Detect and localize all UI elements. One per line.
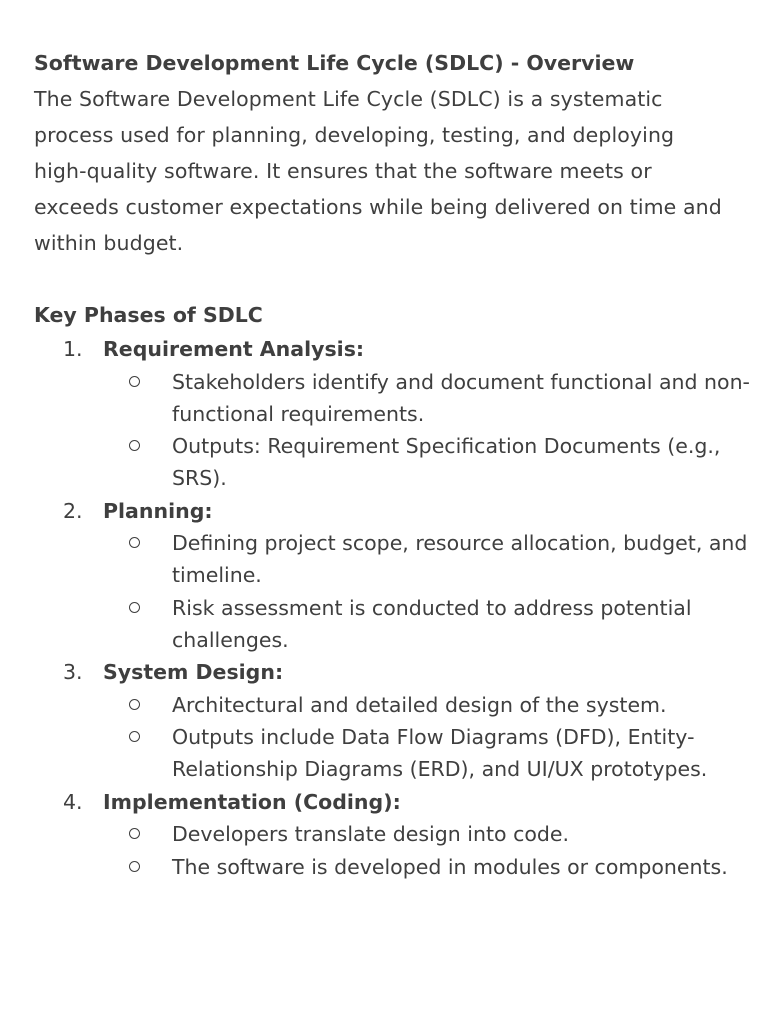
list-item bbox=[103, 851, 768, 883]
list-item bbox=[103, 721, 768, 786]
phase-item bbox=[34, 656, 768, 785]
hollow-bullet-icon bbox=[129, 602, 140, 613]
point-text: Outputs: Requirement Specification Documents (e.g., SRS). bbox=[172, 434, 721, 491]
hollow-bullet-icon bbox=[129, 699, 140, 710]
phase-points bbox=[103, 366, 768, 495]
phase-title: Planning: bbox=[103, 498, 213, 523]
phase-title: System Design: bbox=[103, 660, 284, 685]
phase-number: 3. bbox=[63, 660, 83, 685]
point-text: Stakeholders identify and document functional and non-functional requirements. bbox=[172, 369, 750, 426]
hollow-bullet-icon bbox=[129, 731, 140, 742]
hollow-bullet-icon bbox=[129, 440, 140, 451]
point-text: Risk assessment is conducted to address potential challenges. bbox=[172, 595, 692, 653]
phase-item bbox=[34, 495, 768, 657]
hollow-bullet-icon bbox=[129, 828, 140, 839]
phase-number: 4. bbox=[63, 789, 83, 814]
section-title: Key Phases of SDLC bbox=[34, 303, 263, 327]
phase-number: 2. bbox=[63, 498, 83, 523]
point-text: The software is developed in modules or components. bbox=[172, 854, 728, 879]
document-title: Software Development Life Cycle (SDLC) - Overview bbox=[34, 51, 635, 75]
phase-item bbox=[34, 786, 768, 883]
hollow-bullet-icon bbox=[129, 376, 140, 387]
phase-title: Implementation (Coding): bbox=[103, 789, 401, 814]
list-item bbox=[103, 527, 768, 592]
phase-list bbox=[34, 333, 768, 883]
hollow-bullet-icon bbox=[129, 861, 140, 872]
phase-points bbox=[103, 527, 768, 656]
phase-number: 1. bbox=[63, 337, 83, 361]
list-item bbox=[103, 689, 768, 721]
intro-paragraph: The Software Development Life Cycle (SDLC) is a systematic process used for planning, developing, testing, and deploying high-quality software. It ensures that the software meets or exceeds customer expectations while being delivered on time and within budget. bbox=[34, 87, 722, 255]
phase-points bbox=[103, 818, 768, 883]
list-item bbox=[103, 430, 768, 495]
list-item bbox=[103, 592, 768, 657]
phase-item bbox=[34, 333, 768, 495]
hollow-bullet-icon bbox=[129, 537, 140, 548]
point-text: Architectural and detailed design of the system. bbox=[172, 692, 667, 717]
list-item bbox=[103, 366, 768, 431]
point-text: Defining project scope, resource allocation, budget, and timeline. bbox=[172, 531, 748, 588]
phase-title: Requirement Analysis: bbox=[103, 337, 365, 361]
point-text: Outputs include Data Flow Diagrams (DFD), Entity-Relationship Diagrams (ERD), and UI/UX prototypes. bbox=[172, 725, 708, 782]
list-item bbox=[103, 818, 768, 850]
point-text: Developers translate design into code. bbox=[172, 822, 570, 847]
phase-points bbox=[103, 689, 768, 786]
